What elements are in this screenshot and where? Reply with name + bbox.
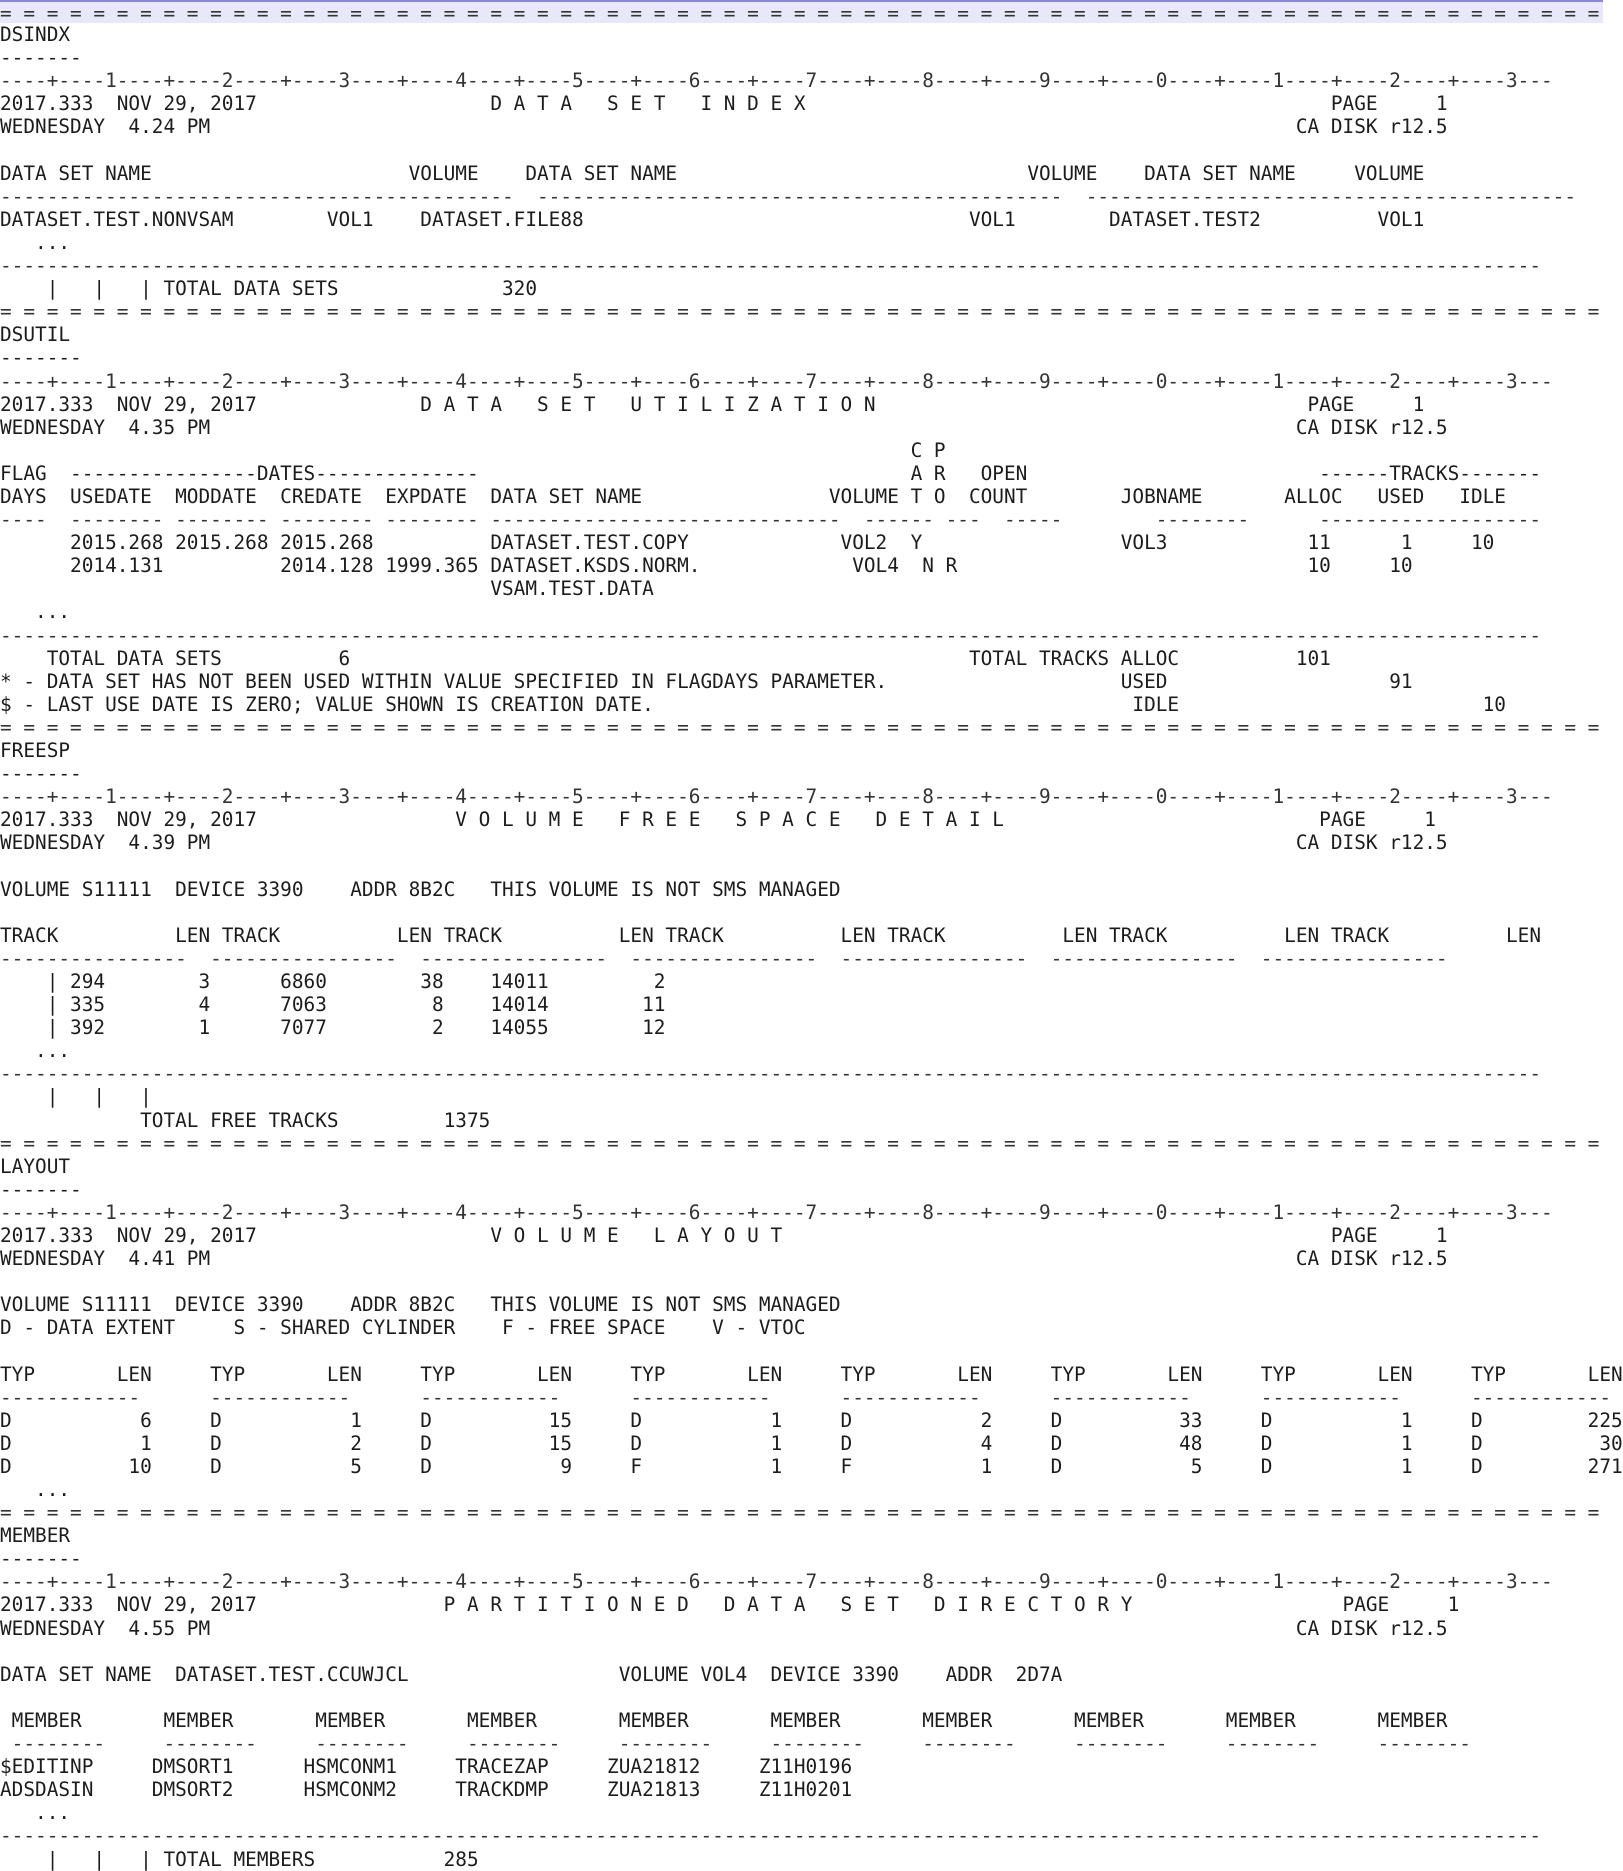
report-line: | | | TOTAL DATA SETS 320 bbox=[0, 277, 538, 301]
report-line: DATA SET NAME DATASET.TEST.CCUWJCL VOLUME VOL4 DEVICE 3390 ADDR 2D7A bbox=[0, 1662, 1063, 1686]
report-line: = = = = = = = = = = = = = = = = = = = = = = = = = = = = = = = = = = = = = = = = = = = = = = = = = = = = = = = = = = = = = = = = = = = = = bbox=[0, 715, 1600, 739]
report-line: 2017.333 NOV 29, 2017 V O L U M E F R E E S P A C E D E T A I L PAGE 1 bbox=[0, 808, 1436, 832]
report-line bbox=[0, 1270, 1603, 1293]
report-line bbox=[0, 901, 1603, 924]
report-line: D - DATA EXTENT S - SHARED CYLINDER F - FREE SPACE V - VTOC bbox=[0, 1316, 806, 1340]
report-line: ------- bbox=[0, 1177, 82, 1201]
report-line: | | | bbox=[0, 1085, 152, 1109]
report-line: ----+----1----+----2----+----3----+----4----+----5----+----6----+----7----+----8----+----9----+----0----+----1----+----2----+----3--- bbox=[0, 785, 1553, 809]
report-line: DAYS USEDATE MODDATE CREDATE EXPDATE DATA SET NAME VOLUME T O COUNT JOBNAME ALLOC USED IDLE bbox=[0, 484, 1506, 508]
report-line: DSUTIL bbox=[0, 323, 71, 347]
report-line: DATASET.TEST.NONVSAM VOL1 DATASET.FILE88 VOL1 DATASET.TEST2 VOL1 bbox=[0, 207, 1425, 231]
report-line: ------------------------------------------------------------------------------------------------------------------------------------ bbox=[0, 1824, 1541, 1848]
report-line: D 1 D 2 D 15 D 1 D 4 D 48 D 1 D 30 bbox=[0, 1431, 1623, 1455]
report-line: WEDNESDAY 4.41 PM CA DISK r12.5 bbox=[0, 1247, 1448, 1271]
report-line: ------- bbox=[0, 762, 82, 786]
report-line: ----+----1----+----2----+----3----+----4----+----5----+----6----+----7----+----8----+----9----+----0----+----1----+----2----+----3--- bbox=[0, 369, 1553, 393]
report-line: VOLUME S11111 DEVICE 3390 ADDR 8B2C THIS VOLUME IS NOT SMS MANAGED bbox=[0, 877, 841, 901]
report-line: LAYOUT bbox=[0, 1154, 71, 1178]
report-line bbox=[0, 1640, 1603, 1663]
report-line: ----+----1----+----2----+----3----+----4----+----5----+----6----+----7----+----8----+----9----+----0----+----1----+----2----+----3--- bbox=[0, 69, 1553, 93]
report-line bbox=[0, 854, 1603, 877]
report-line: = = = = = = = = = = = = = = = = = = = = = = = = = = = = = = = = = = = = = = = = = = = = = = = = = = = = = = = = = = = = = = = = = = = = = bbox=[0, 1131, 1600, 1155]
report-line bbox=[0, 1686, 1603, 1709]
report-line: | 335 4 7063 8 14014 11 bbox=[0, 993, 666, 1017]
report-line: TRACK LEN TRACK LEN TRACK LEN TRACK LEN TRACK LEN TRACK LEN TRACK LEN bbox=[0, 923, 1541, 947]
report-line: 2017.333 NOV 29, 2017 D A T A S E T I N D E X PAGE 1 bbox=[0, 92, 1448, 116]
report-line: MEMBER bbox=[0, 1524, 71, 1548]
report-line: 2017.333 NOV 29, 2017 D A T A S E T U T I L I Z A T I O N PAGE 1 bbox=[0, 392, 1425, 416]
report-line: FLAG ----------------DATES-------------- A R OPEN ------TRACKS------- bbox=[0, 461, 1541, 485]
report-line: ------- bbox=[0, 346, 82, 370]
report-line: FREESP bbox=[0, 739, 71, 762]
report-line: D 10 D 5 D 9 F 1 F 1 D 5 D 1 D 271 bbox=[0, 1454, 1623, 1478]
report-line: DATA SET NAME VOLUME DATA SET NAME VOLUME DATA SET NAME VOLUME bbox=[0, 161, 1425, 185]
report-line: 2014.131 2014.128 1999.365 DATASET.KSDS.NORM. VOL4 N R 10 10 bbox=[0, 554, 1413, 578]
report-line: VSAM.TEST.DATA bbox=[0, 577, 654, 601]
report-line: ... bbox=[0, 1039, 71, 1063]
report-line: 2017.333 NOV 29, 2017 V O L U M E L A Y O U T PAGE 1 bbox=[0, 1223, 1448, 1247]
report-line: WEDNESDAY 4.55 PM CA DISK r12.5 bbox=[0, 1616, 1448, 1640]
report-line: TOTAL DATA SETS 6 TOTAL TRACKS ALLOC 101 bbox=[0, 646, 1331, 670]
report-line: ... bbox=[0, 1801, 71, 1825]
report-line: = = = = = = = = = = = = = = = = = = = = = = = = = = = = = = = = = = = = = = = = = = = = = = = = = = = = = = = = = = = = = = = = = = = = = bbox=[0, 0, 1603, 23]
report-line: -------- -------- -------- -------- -------- -------- -------- -------- -------- -------- bbox=[0, 1732, 1471, 1756]
report-line: = = = = = = = = = = = = = = = = = = = = = = = = = = = = = = = = = = = = = = = = = = = = = = = = = = = = = = = = = = = = = = = = = = = = = bbox=[0, 300, 1600, 324]
report-line: C P bbox=[0, 438, 946, 462]
report-line: ... bbox=[0, 230, 71, 254]
report-line: | 392 1 7077 2 14055 12 bbox=[0, 1016, 666, 1040]
report-line: ------------------------------------------------------------------------------------------------------------------------------------ bbox=[0, 1062, 1541, 1086]
report-line: | 294 3 6860 38 14011 2 bbox=[0, 969, 666, 993]
report-line: ---- -------- -------- -------- -------- ------------------------------ ------ --- ----- -------- ------------------- bbox=[0, 508, 1541, 532]
report-line: WEDNESDAY 4.39 PM CA DISK r12.5 bbox=[0, 831, 1448, 855]
report-line: WEDNESDAY 4.35 PM CA DISK r12.5 bbox=[0, 415, 1448, 439]
report-line: $EDITINP DMSORT1 HSMCONM1 TRACEZAP ZUA21812 Z11H0196 bbox=[0, 1755, 853, 1779]
report-line: WEDNESDAY 4.24 PM CA DISK r12.5 bbox=[0, 115, 1448, 139]
report-line: = = = = = = = = = = = = = = = = = = = = = = = = = = = = = = = = = = = = = = = = = = = = = = = = = = = = = = = = = = = = = = = = = = = = = bbox=[0, 1501, 1600, 1525]
report-line: $ - LAST USE DATE IS ZERO; VALUE SHOWN IS CREATION DATE. IDLE 10 bbox=[0, 692, 1506, 716]
report-line: | | | TOTAL MEMBERS 285 bbox=[0, 1847, 479, 1871]
report-line: 2017.333 NOV 29, 2017 P A R T I T I O N E D D A T A S E T D I R E C T O R Y PAGE 1 bbox=[0, 1593, 1460, 1617]
report-line: ---------------- ---------------- ---------------- ---------------- ---------------- ---------------- ---------------- bbox=[0, 946, 1448, 970]
report-line bbox=[0, 1339, 1603, 1362]
report-line: VOLUME S11111 DEVICE 3390 ADDR 8B2C THIS VOLUME IS NOT SMS MANAGED bbox=[0, 1293, 841, 1317]
report-line: DSINDX bbox=[0, 23, 71, 47]
report-line bbox=[0, 139, 1603, 162]
report-line: ------------------------------------------------------------------------------------------------------------------------------------ bbox=[0, 623, 1541, 647]
report-line: 2015.268 2015.268 2015.268 DATASET.TEST.COPY VOL2 Y VOL3 11 1 10 bbox=[0, 531, 1495, 555]
report-line: ------- bbox=[0, 1547, 82, 1571]
report-line: D 6 D 1 D 15 D 1 D 2 D 33 D 1 D 225 bbox=[0, 1408, 1623, 1432]
report-line: ------------------------------------------------------------------------------------------------------------------------------------ bbox=[0, 254, 1541, 278]
report-line: ADSDASIN DMSORT2 HSMCONM2 TRACKDMP ZUA21813 Z11H0201 bbox=[0, 1778, 853, 1802]
report-line: ... bbox=[0, 600, 71, 624]
report-line: ----+----1----+----2----+----3----+----4----+----5----+----6----+----7----+----8----+----9----+----0----+----1----+----2----+----3--- bbox=[0, 1570, 1553, 1594]
report-line: ------------ ------------ ------------ ------------ ------------ ------------ ------------ ------------ bbox=[0, 1385, 1612, 1409]
report-line: ----+----1----+----2----+----3----+----4----+----5----+----6----+----7----+----8----+----9----+----0----+----1----+----2----+----3--- bbox=[0, 1200, 1553, 1224]
report-line: * - DATA SET HAS NOT BEEN USED WITHIN VALUE SPECIFIED IN FLAGDAYS PARAMETER. USED 91 bbox=[0, 669, 1413, 693]
report-line: TOTAL FREE TRACKS 1375 bbox=[0, 1108, 491, 1132]
report-line: ------- bbox=[0, 46, 82, 70]
report-line: TYP LEN TYP LEN TYP LEN TYP LEN TYP LEN TYP LEN TYP LEN TYP LEN bbox=[0, 1362, 1623, 1386]
report-line: ... bbox=[0, 1478, 71, 1501]
report-line: MEMBER MEMBER MEMBER MEMBER MEMBER MEMBER MEMBER MEMBER MEMBER MEMBER bbox=[0, 1708, 1448, 1732]
report-line: -------------------------------------------- --------------------------------------------- ------------------------------------------ bbox=[0, 184, 1577, 208]
